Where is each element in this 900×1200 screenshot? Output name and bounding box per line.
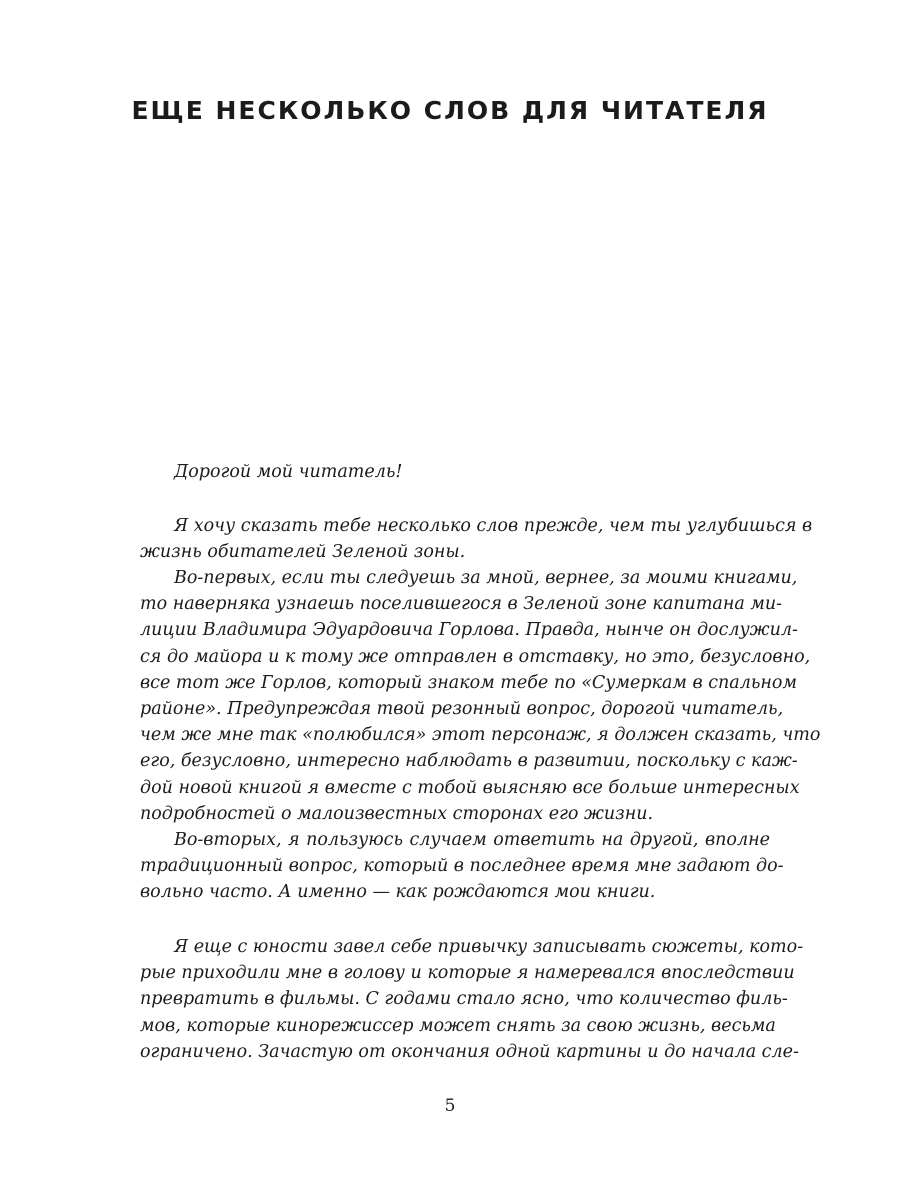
text-line: Я еще с юности завел себе привычку записывать сюжеты, кото- <box>174 937 804 957</box>
text-line: дой новой книгой я вместе с тобой выясняю все больше интересных <box>140 777 800 798</box>
text-line: чем же мне так «полюбился» этот персонаж, я должен сказать, что <box>140 725 821 746</box>
text-line: вольно часто. А именно — как рождаются мои книги. <box>140 882 656 903</box>
paragraph-4 <box>140 934 804 1065</box>
page-number: 5 <box>444 1096 456 1116</box>
chapter-title: ЕЩЕ НЕСКОЛЬКО СЛОВ ДЛЯ ЧИТАТЕЛЯ <box>131 96 769 125</box>
text-line: его, безусловно, интересно наблюдать в развитии, поскольку с каж- <box>140 751 798 772</box>
greeting-block <box>140 459 770 485</box>
text-line: то наверняка узнаешь поселившегося в Зеленой зоне капитана ми- <box>140 594 783 615</box>
text-line: ограничено. Зачастую от окончания одной картины и до начала сле- <box>140 1041 799 1062</box>
text-line: жизнь обитателей Зеленой зоны. <box>140 542 466 563</box>
text-line: мов, которые кинорежиссер может снять за свою жизнь, весьма <box>140 1015 776 1036</box>
paragraph-1 <box>140 513 813 565</box>
text-line: Во-первых, если ты следуешь за мной, вернее, за моими книгами, <box>174 568 798 588</box>
paragraph-3 <box>140 827 784 906</box>
text-line: Я хочу сказать тебе несколько слов прежде, чем ты углубишься в <box>174 516 813 536</box>
text-line: Во-вторых, я пользуюсь случаем ответить на другой, вполне <box>174 830 770 850</box>
text-line: лиции Владимира Эдуардовича Горлова. Правда, нынче он дослужил- <box>140 620 798 641</box>
paragraph-2 <box>140 565 821 827</box>
text-line: все тот же Горлов, который знаком тебе по «Сумеркам в спальном <box>140 672 797 693</box>
greeting-line: Дорогой мой читатель! <box>174 462 403 482</box>
text-line: традиционный вопрос, который в последнее время мне задают до- <box>140 856 784 877</box>
text-line: подробностей о малоизвестных сторонах его жизни. <box>140 803 654 824</box>
text-line: ся до майора и к тому же отправлен в отставку, но это, безусловно, <box>140 646 811 667</box>
text-line: районе». Предупреждая твой резонный вопрос, дорогой читатель, <box>140 698 784 719</box>
text-line: рые приходили мне в голову и которые я намеревался впоследствии <box>140 963 795 984</box>
text-line: превратить в фильмы. С годами стало ясно, что количество филь- <box>140 989 788 1010</box>
